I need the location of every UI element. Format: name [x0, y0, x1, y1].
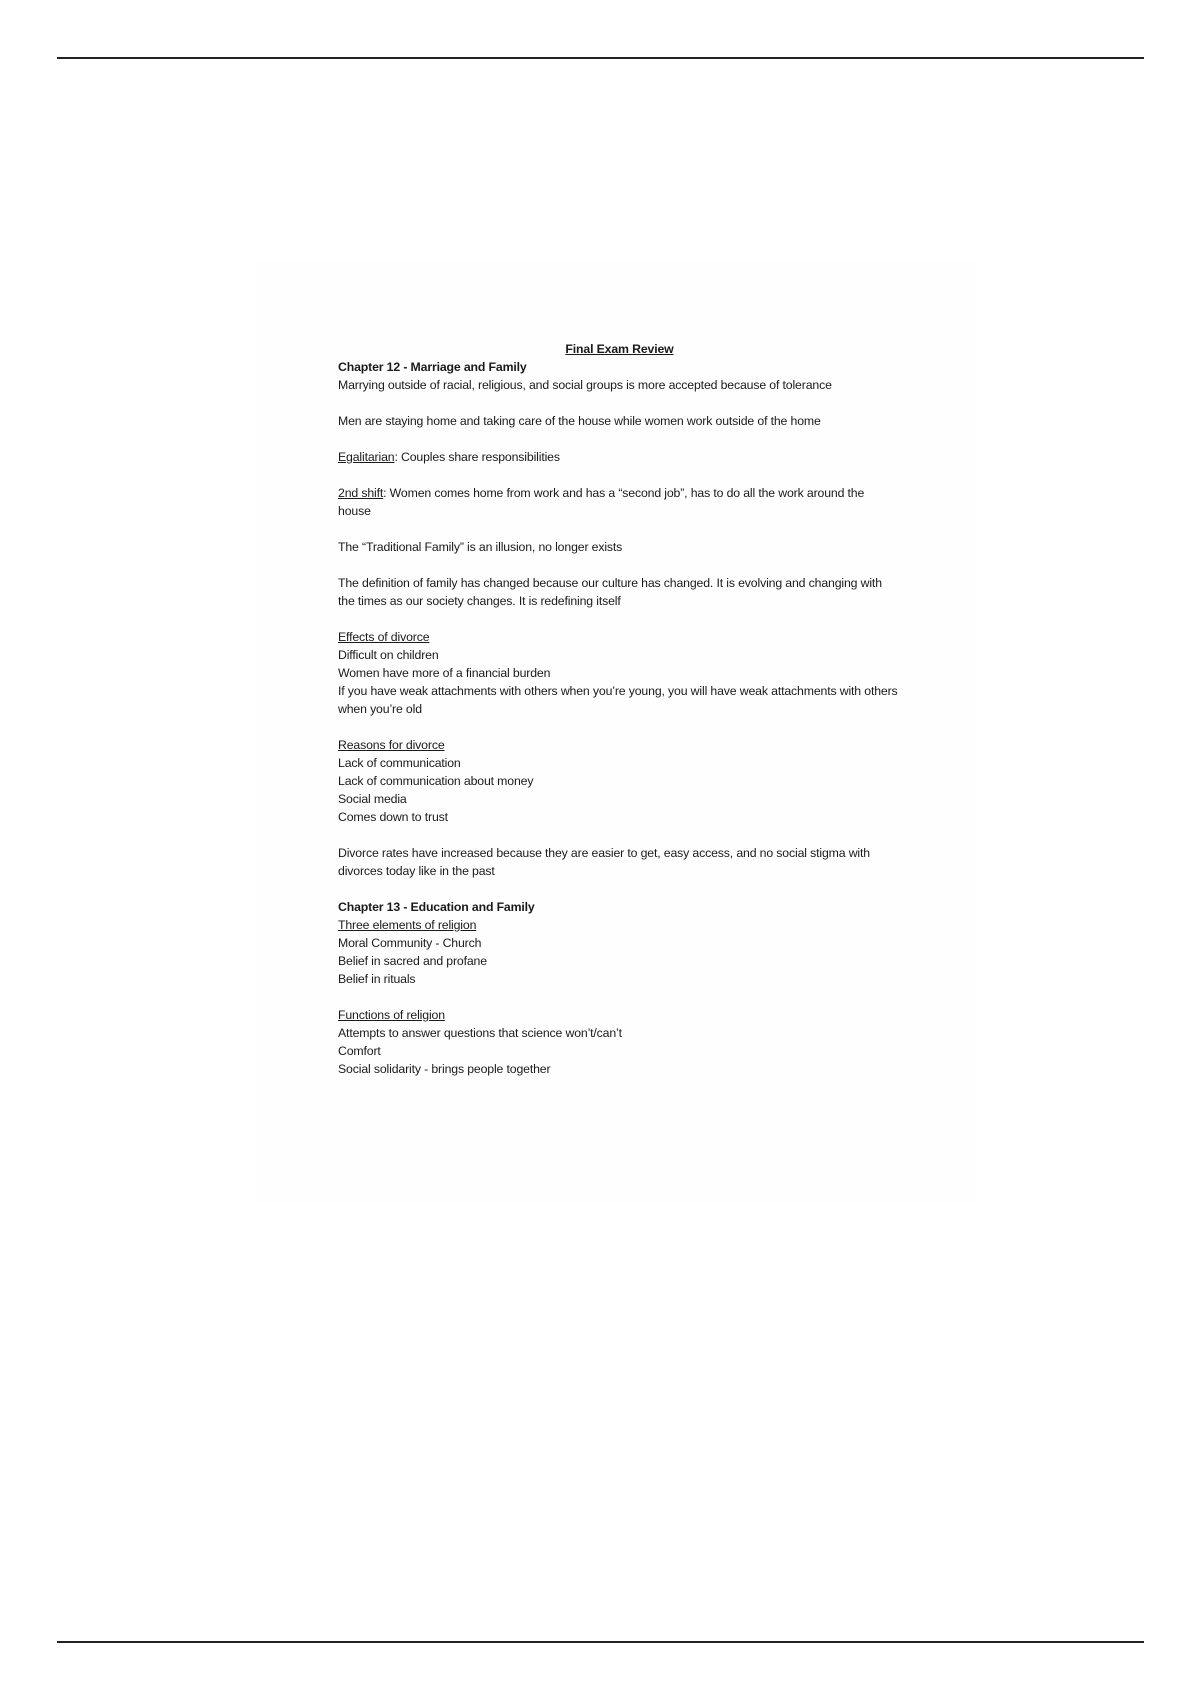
section-effects-of-divorce	[338, 628, 918, 718]
list-item: Moral Community - Church	[338, 936, 482, 950]
definition-text: : Couples share responsibilities	[394, 450, 560, 464]
bottom-rule	[57, 1641, 1144, 1643]
paragraph: The definition of family has changed because our culture has changed. It is evolving and changing with the times as our society changes. It is redefining itself	[338, 576, 882, 608]
paragraph: The “Traditional Family” is an illusion, no longer exists	[338, 540, 623, 554]
list-item: Difficult on children	[338, 648, 439, 662]
section-reasons-for-divorce	[338, 736, 918, 826]
list-item: Social solidarity - brings people together	[338, 1062, 551, 1076]
section-heading: Reasons for divorce	[338, 738, 445, 752]
definition-2nd-shift	[338, 484, 898, 520]
definition-term: 2nd shift	[338, 486, 384, 500]
section-heading: Functions of religion	[338, 1008, 445, 1022]
list-item: Belief in rituals	[338, 972, 416, 986]
list-item: Comfort	[338, 1044, 381, 1058]
list-item: Social media	[338, 792, 407, 806]
section-heading: Effects of divorce	[338, 630, 430, 644]
chapter-heading: Chapter 13 - Education and Family	[338, 900, 535, 914]
definition-term: Egalitarian	[338, 450, 395, 464]
paragraph: Men are staying home and taking care of the house while women work outside of the home	[338, 414, 821, 428]
section-three-elements-of-religion	[338, 916, 918, 988]
document-body	[338, 340, 918, 1096]
list-item: Comes down to trust	[338, 810, 448, 824]
list-item: Attempts to answer questions that science won’t/can’t	[338, 1026, 622, 1040]
top-rule	[57, 57, 1144, 59]
list-item: Lack of communication	[338, 756, 461, 770]
list-item: Lack of communication about money	[338, 774, 534, 788]
paragraph: Marrying outside of racial, religious, and social groups is more accepted because of tolerance	[338, 378, 832, 392]
definition-egalitarian	[338, 448, 898, 466]
chapter-13	[338, 898, 918, 1078]
list-item: If you have weak attachments with others when you’re young, you will have weak attachments with others when you’re old	[338, 684, 898, 716]
section-functions-of-religion	[338, 1006, 918, 1078]
paragraph: Divorce rates have increased because they are easier to get, easy access, and no social stigma with divorces today like in the past	[338, 846, 870, 878]
list-item: Belief in sacred and profane	[338, 954, 487, 968]
document-title: Final Exam Review	[565, 342, 674, 356]
chapter-heading: Chapter 12 - Marriage and Family	[338, 360, 527, 374]
chapter-12	[338, 358, 918, 880]
section-heading: Three elements of religion	[338, 918, 477, 932]
list-item: Women have more of a financial burden	[338, 666, 551, 680]
definition-text: : Women comes home from work and has a “second job”, has to do all the work around the house	[338, 486, 865, 518]
